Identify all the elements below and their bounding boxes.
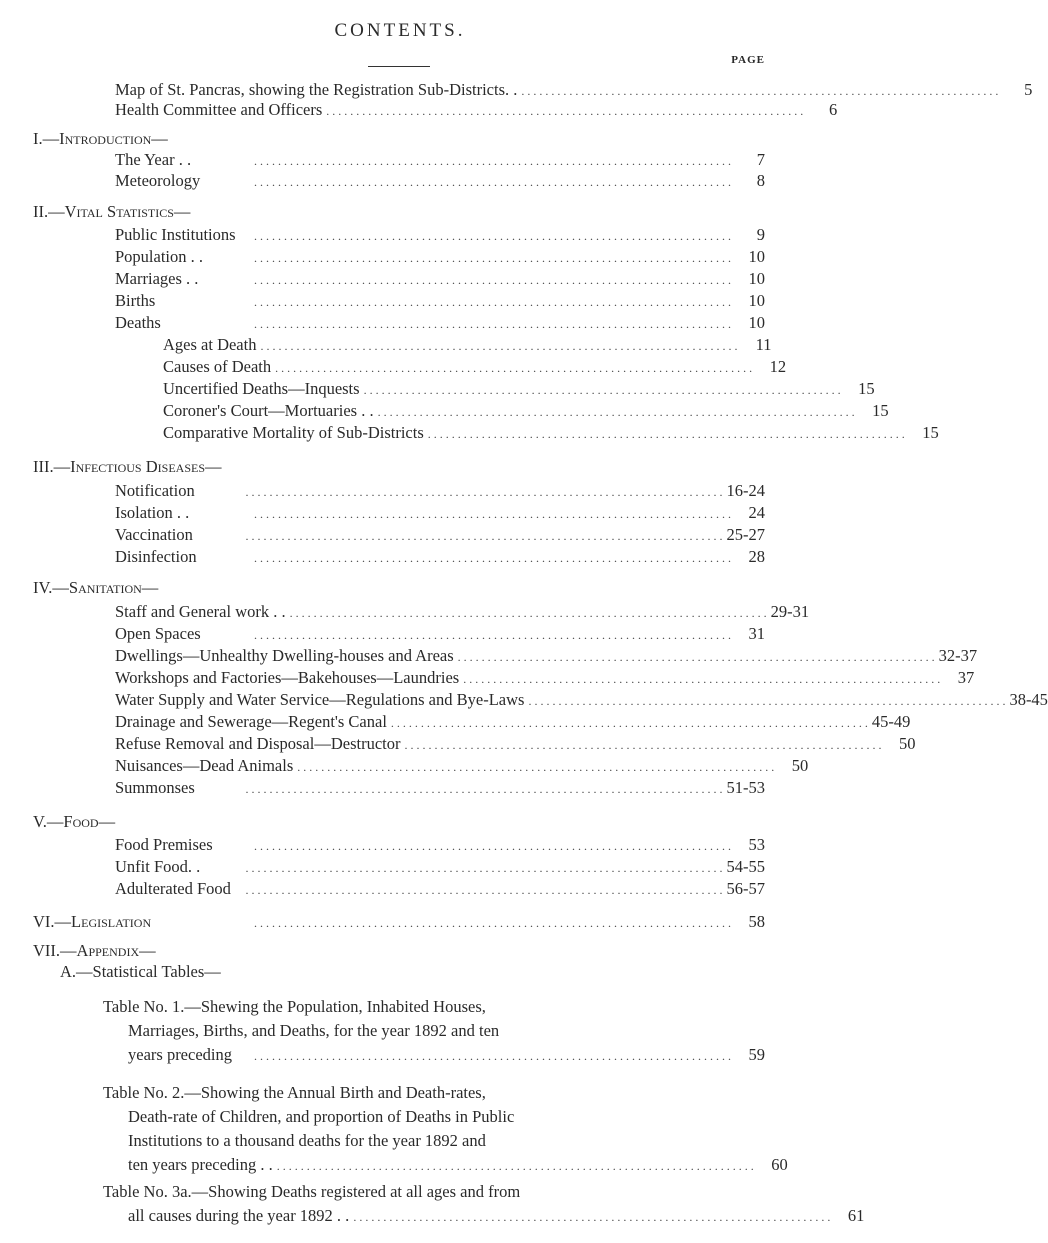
toc-entry[interactable] — [115, 734, 916, 755]
entry-line: Table No. 2.—Showing the Annual Birth and Death-rates, — [103, 1083, 486, 1102]
toc-entry-label: Births — [115, 291, 156, 310]
toc-entry-page: 10 — [748, 313, 765, 332]
toc-entry-page: 12 — [769, 357, 787, 376]
toc-entry[interactable] — [115, 646, 978, 667]
dot-leader: . . . . . . . . . . . . . . . . . . . . . . . . . . . . . . . . . . . . . . . . . . . . . . . . . . . . . . . . . . . . . . . . . . . . . . . . . . . . . . . . — [254, 916, 731, 930]
toc-entry-legislation[interactable] — [33, 912, 765, 933]
toc-entry-page: 45-49 — [871, 712, 911, 731]
toc-entry[interactable] — [115, 80, 1033, 101]
dot-leader: . . . . . . . . . . . . . . . . . . . . . . . . . . . . . . . . . . . . . . . . . . . . . . . . . . . . . . . . . . . . . . . . . . . . . . . . . . . . . . . . — [254, 1049, 731, 1063]
dot-leader: . . . . . . . . . . . . . . . . . . . . . . . . . . . . . . . . . . . . . . . . . . . . . . . . . . . . . . . . . . . . . . . . . . . . . . . . . . . . . . . . — [254, 175, 731, 189]
dot-leader: . . . . . . . . . . . . . . . . . . . . . . . . . . . . . . . . . . . . . . . . . . . . . . . . . . . . . . . . . . . . . . . . . . . . . . . . . . . . . . . . — [254, 628, 731, 642]
dot-leader: . . . . . . . . . . . . . . . . . . . . . . . . . . . . . . . . . . . . . . . . . . . . . . . . . . . . . . . . . . . . . . . . . . . . . . . . . . . . . . . . — [254, 507, 731, 521]
dot-leader: . . . . . . . . . . . . . . . . . . . . . . . . . . . . . . . . . . . . . . . . . . . . . . . . . . . . . . . . . . . . . . . . . . . . . . . . . . . . . . . . — [254, 839, 731, 853]
toc-entry-page: 53 — [748, 835, 765, 854]
toc-entry-page: 16-24 — [726, 481, 765, 500]
toc-entry-label: Food Premises — [115, 835, 213, 854]
section-heading-sanitation: IV.—Sanitation— — [33, 578, 159, 597]
toc-entry-label: Nuisances—Dead Animals — [115, 756, 294, 775]
toc-entry-label: Summonses — [115, 778, 195, 797]
toc-entry-label: Meteorology — [115, 171, 201, 190]
toc-entry-page: 11 — [755, 335, 772, 354]
dot-leader: . . . . . . . . . . . . . . . . . . . . . . . . . . . . . . . . . . . . . . . . . . . . . . . . . . . . . . . . . . . . . . . . . . . . . . . . . . . . . . . . — [254, 273, 731, 287]
entry-line: Table No. 3a.—Showing Deaths registered at all ages and from — [103, 1182, 521, 1201]
dot-leader: . . . . . . . . . . . . . . . . . . . . . . . . . . . . . . . . . . . . . . . . . . . . . . . . . . . . . . . . . . . . . . . . . . . . . . . . . . . . . . . . — [289, 606, 767, 620]
toc-entry-page: 6 — [829, 100, 838, 119]
toc-entry[interactable] — [115, 756, 809, 777]
toc-subentry[interactable] — [163, 401, 889, 422]
toc-entry-label: Open Spaces — [115, 624, 201, 643]
dot-leader: . . . . . . . . . . . . . . . . . . . . . . . . . . . . . . . . . . . . . . . . . . . . . . . . . . . . . . . . . . . . . . . . . . . . . . . . . . . . . . . . — [254, 251, 731, 265]
section-heading-vital-statistics: II.—Vital Statistics— — [33, 202, 191, 221]
dot-leader: . . . . . . . . . . . . . . . . . . . . . . . . . . . . . . . . . . . . . . . . . . . . . . . . . . . . . . . . . . . . . . . . . . . . . . . . . . . . . . . . — [326, 104, 804, 118]
section-heading-appendix: VII.—Appendix— — [33, 941, 156, 960]
dot-leader: . . . . . . . . . . . . . . . . . . . . . . . . . . . . . . . . . . . . . . . . . . . . . . . . . . . . . . . . . . . . . . . . . . . . . . . . . . . . . . . . — [260, 339, 738, 353]
dot-leader: . . . . . . . . . . . . . . . . . . . . . . . . . . . . . . . . . . . . . . . . . . . . . . . . . . . . . . . . . . . . . . . . . . . . . . . . . . . . . . . . — [245, 782, 723, 796]
toc-entry-label: Coroner's Court—Mortuaries . . — [163, 401, 374, 420]
toc-entry[interactable] — [115, 668, 975, 689]
dot-leader: . . . . . . . . . . . . . . . . . . . . . . . . . . . . . . . . . . . . . . . . . . . . . . . . . . . . . . . . . . . . . . . . . . . . . . . . . . . . . . . . — [528, 694, 1006, 708]
dot-leader: . . . . . . . . . . . . . . . . . . . . . . . . . . . . . . . . . . . . . . . . . . . . . . . . . . . . . . . . . . . . . . . . . . . . . . . . . . . . . . . . — [245, 529, 723, 543]
toc-entry-page: 7 — [756, 150, 765, 169]
toc-entry[interactable] — [115, 503, 765, 524]
toc-entry-label: Ages at Death — [163, 335, 257, 354]
toc-entry[interactable] — [115, 778, 765, 799]
toc-entry-page: 58 — [748, 912, 765, 931]
toc-entry-label: Workshops and Factories—Bakehouses—Laundries — [115, 668, 460, 687]
toc-entry-page: 10 — [748, 247, 765, 266]
toc-entry-page: 50 — [898, 734, 916, 753]
toc-entry-label: The Year . . — [115, 150, 192, 169]
dot-leader: . . . . . . . . . . . . . . . . . . . . . . . . . . . . . . . . . . . . . . . . . . . . . . . . . . . . . . . . . . . . . . . . . . . . . . . . . . . . . . . . — [390, 716, 868, 730]
toc-entry-page: 51-53 — [726, 778, 765, 797]
toc-entry-label: Drainage and Sewerage—Regent's Canal — [115, 712, 387, 731]
dot-leader: . . . . . . . . . . . . . . . . . . . . . . . . . . . . . . . . . . . . . . . . . . . . . . . . . . . . . . . . . . . . . . . . . . . . . . . . . . . . . . . . — [427, 427, 905, 441]
dot-leader: . . . . . . . . . . . . . . . . . . . . . . . . . . . . . . . . . . . . . . . . . . . . . . . . . . . . . . . . . . . . . . . . . . . . . . . . . . . . . . . . — [254, 317, 731, 331]
entry-line-last — [103, 1204, 865, 1229]
dot-leader: . . . . . . . . . . . . . . . . . . . . . . . . . . . . . . . . . . . . . . . . . . . . . . . . . . . . . . . . . . . . . . . . . . . . . . . . . . . . . . . . — [254, 295, 731, 309]
toc-entry-page: 8 — [756, 171, 765, 190]
toc-entry-page: 37 — [957, 668, 975, 687]
toc-entry-label: Comparative Mortality of Sub-Districts — [163, 423, 424, 442]
toc-entry[interactable] — [115, 225, 765, 246]
dot-leader: . . . . . . . . . . . . . . . . . . . . . . . . . . . . . . . . . . . . . . . . . . . . . . . . . . . . . . . . . . . . . . . . . . . . . . . . . . . . . . . . — [297, 760, 775, 774]
toc-entry[interactable] — [115, 269, 765, 290]
toc-entry-label: Refuse Removal and Disposal—Destructor — [115, 734, 401, 753]
section-heading-introduction: I.—Introduction— — [33, 129, 168, 148]
toc-entry-page: 15 — [858, 379, 875, 398]
appendix-table-entry[interactable] — [103, 1081, 788, 1178]
toc-subentry[interactable] — [163, 335, 772, 356]
entry-line-text: all causes during the year 1892 . . — [128, 1206, 350, 1225]
page-title: CONTENTS. — [334, 20, 466, 41]
entry-line-text: years preceding — [128, 1045, 232, 1064]
toc-entry-page: 61 — [847, 1206, 865, 1225]
dot-leader: . . . . . . . . . . . . . . . . . . . . . . . . . . . . . . . . . . . . . . . . . . . . . . . . . . . . . . . . . . . . . . . . . . . . . . . . . . . . . . . . — [353, 1210, 831, 1224]
toc-entry[interactable] — [115, 150, 765, 171]
toc-entry-label: Health Committee and Officers — [115, 100, 323, 119]
toc-subentry[interactable] — [163, 423, 939, 444]
toc-entry[interactable] — [115, 690, 1048, 711]
dot-leader: . . . . . . . . . . . . . . . . . . . . . . . . . . . . . . . . . . . . . . . . . . . . . . . . . . . . . . . . . . . . . . . . . . . . . . . . . . . . . . . . — [463, 672, 941, 686]
toc-entry-label: Vaccination — [115, 525, 193, 544]
dot-leader: . . . . . . . . . . . . . . . . . . . . . . . . . . . . . . . . . . . . . . . . . . . . . . . . . . . . . . . . . . . . . . . . . . . . . . . . . . . . . . . . — [254, 551, 731, 565]
appendix-table-entry[interactable] — [103, 995, 765, 1068]
toc-entry-label: Uncertified Deaths—Inquests — [163, 379, 360, 398]
toc-entry[interactable] — [115, 291, 765, 312]
entry-line: Death-rate of Children, and proportion of Deaths in Public — [128, 1107, 515, 1126]
toc-entry-label: Deaths — [115, 313, 161, 332]
toc-entry-page: 50 — [791, 756, 809, 775]
toc-entry[interactable] — [115, 313, 765, 334]
dot-leader: . . . . . . . . . . . . . . . . . . . . . . . . . . . . . . . . . . . . . . . . . . . . . . . . . . . . . . . . . . . . . . . . . . . . . . . . . . . . . . . . — [275, 361, 753, 375]
dot-leader: . . . . . . . . . . . . . . . . . . . . . . . . . . . . . . . . . . . . . . . . . . . . . . . . . . . . . . . . . . . . . . . . . . . . . . . . . . . . . . . . — [254, 229, 731, 243]
toc-entry-label: Unfit Food. . — [115, 857, 201, 876]
toc-entry[interactable] — [115, 879, 765, 900]
toc-entry-label: Disinfection — [115, 547, 197, 566]
toc-entry-page: 15 — [922, 423, 939, 442]
toc-entry[interactable] — [115, 547, 765, 568]
toc-entry-page: 38-45 — [1009, 690, 1048, 709]
toc-entry-page: 31 — [748, 624, 765, 643]
dot-leader: . . . . . . . . . . . . . . . . . . . . . . . . . . . . . . . . . . . . . . . . . . . . . . . . . . . . . . . . . . . . . . . . . . . . . . . . . . . . . . . . — [377, 405, 855, 419]
toc-entry-label: Marriages . . — [115, 269, 199, 288]
toc-entry[interactable] — [115, 712, 911, 733]
entry-line: Marriages, Births, and Deaths, for the year 1892 and ten — [128, 1021, 500, 1040]
toc-entry-label: Population . . — [115, 247, 204, 266]
toc-entry-page: 15 — [872, 401, 889, 420]
section-heading-infectious-diseases: III.—Infectious Diseases— — [33, 457, 222, 476]
dot-leader: . . . . . . . . . . . . . . . . . . . . . . . . . . . . . . . . . . . . . . . . . . . . . . . . . . . . . . . . . . . . . . . . . . . . . . . . . . . . . . . . — [457, 650, 935, 664]
toc-entry[interactable] — [115, 171, 765, 192]
toc-entry[interactable] — [115, 247, 765, 268]
page-column-header: PAGE — [731, 54, 765, 66]
toc-entry[interactable] — [115, 857, 765, 878]
appendix-table-entry[interactable] — [103, 1180, 865, 1229]
toc-subentry[interactable] — [163, 357, 787, 378]
toc-entry-page: 24 — [748, 503, 765, 522]
dot-leader: . . . . . . . . . . . . . . . . . . . . . . . . . . . . . . . . . . . . . . . . . . . . . . . . . . . . . . . . . . . . . . . . . . . . . . . . . . . . . . . . — [521, 84, 999, 98]
toc-entry[interactable] — [115, 481, 765, 502]
entry-line-text: ten years preceding . . — [128, 1155, 273, 1174]
toc-entry-label: Causes of Death — [163, 357, 272, 376]
toc-subentry[interactable] — [163, 379, 875, 400]
toc-entry-label: Water Supply and Water Service—Regulations and Bye-Laws — [115, 690, 525, 709]
toc-entry-page: 10 — [748, 269, 765, 288]
section-heading-legislation: VI.—Legislation — [33, 912, 152, 931]
title-rule — [368, 66, 430, 67]
toc-entry[interactable] — [115, 525, 765, 546]
toc-entry-page: 28 — [748, 547, 765, 566]
toc-entry-label: Map of St. Pancras, showing the Registration Sub-Districts. . — [115, 80, 518, 99]
entry-line-last — [103, 1153, 788, 1178]
toc-entry-page: 32-37 — [938, 646, 978, 665]
toc-entry-page: 54-55 — [726, 857, 765, 876]
dot-leader: . . . . . . . . . . . . . . . . . . . . . . . . . . . . . . . . . . . . . . . . . . . . . . . . . . . . . . . . . . . . . . . . . . . . . . . . . . . . . . . . — [254, 154, 731, 168]
toc-entry-label: Dwellings—Unhealthy Dwelling-houses and Areas — [115, 646, 454, 665]
toc-entry[interactable] — [115, 602, 810, 623]
dot-leader: . . . . . . . . . . . . . . . . . . . . . . . . . . . . . . . . . . . . . . . . . . . . . . . . . . . . . . . . . . . . . . . . . . . . . . . . . . . . . . . . — [245, 861, 723, 875]
entry-line: Institutions to a thousand deaths for the year 1892 and — [128, 1131, 486, 1150]
toc-entry[interactable] — [115, 835, 765, 856]
toc-entry-page: 25-27 — [726, 525, 765, 544]
toc-entry-page: 29-31 — [770, 602, 810, 621]
dot-leader: . . . . . . . . . . . . . . . . . . . . . . . . . . . . . . . . . . . . . . . . . . . . . . . . . . . . . . . . . . . . . . . . . . . . . . . . . . . . . . . . — [363, 383, 841, 397]
toc-entry-page: 9 — [756, 225, 765, 244]
entry-line: Table No. 1.—Shewing the Population, Inhabited Houses, — [103, 997, 486, 1016]
dot-leader: . . . . . . . . . . . . . . . . . . . . . . . . . . . . . . . . . . . . . . . . . . . . . . . . . . . . . . . . . . . . . . . . . . . . . . . . . . . . . . . . — [245, 485, 723, 499]
toc-entry-label: Isolation . . — [115, 503, 190, 522]
dot-leader: . . . . . . . . . . . . . . . . . . . . . . . . . . . . . . . . . . . . . . . . . . . . . . . . . . . . . . . . . . . . . . . . . . . . . . . . . . . . . . . . — [404, 738, 882, 752]
toc-entry-page: 5 — [1024, 80, 1033, 99]
toc-entry-page: 59 — [748, 1045, 765, 1064]
toc-entry-label: Notification — [115, 481, 195, 500]
toc-entry-label: Staff and General work . . — [115, 602, 286, 621]
toc-entry-label: Public Institutions — [115, 225, 236, 244]
toc-entry-label: Adulterated Food — [115, 879, 231, 898]
section-heading-food: V.—Food— — [33, 812, 116, 831]
toc-entry-page: 60 — [771, 1155, 788, 1174]
toc-entry-page: 10 — [748, 291, 765, 310]
toc-entry[interactable] — [115, 100, 838, 121]
dot-leader: . . . . . . . . . . . . . . . . . . . . . . . . . . . . . . . . . . . . . . . . . . . . . . . . . . . . . . . . . . . . . . . . . . . . . . . . . . . . . . . . — [276, 1159, 754, 1173]
entry-line-last — [103, 1043, 765, 1068]
toc-entry-page: 56-57 — [726, 879, 765, 898]
toc-entry[interactable] — [115, 624, 765, 645]
appendix-subheading: A.—Statistical Tables— — [60, 962, 221, 981]
dot-leader: . . . . . . . . . . . . . . . . . . . . . . . . . . . . . . . . . . . . . . . . . . . . . . . . . . . . . . . . . . . . . . . . . . . . . . . . . . . . . . . . — [245, 883, 723, 897]
